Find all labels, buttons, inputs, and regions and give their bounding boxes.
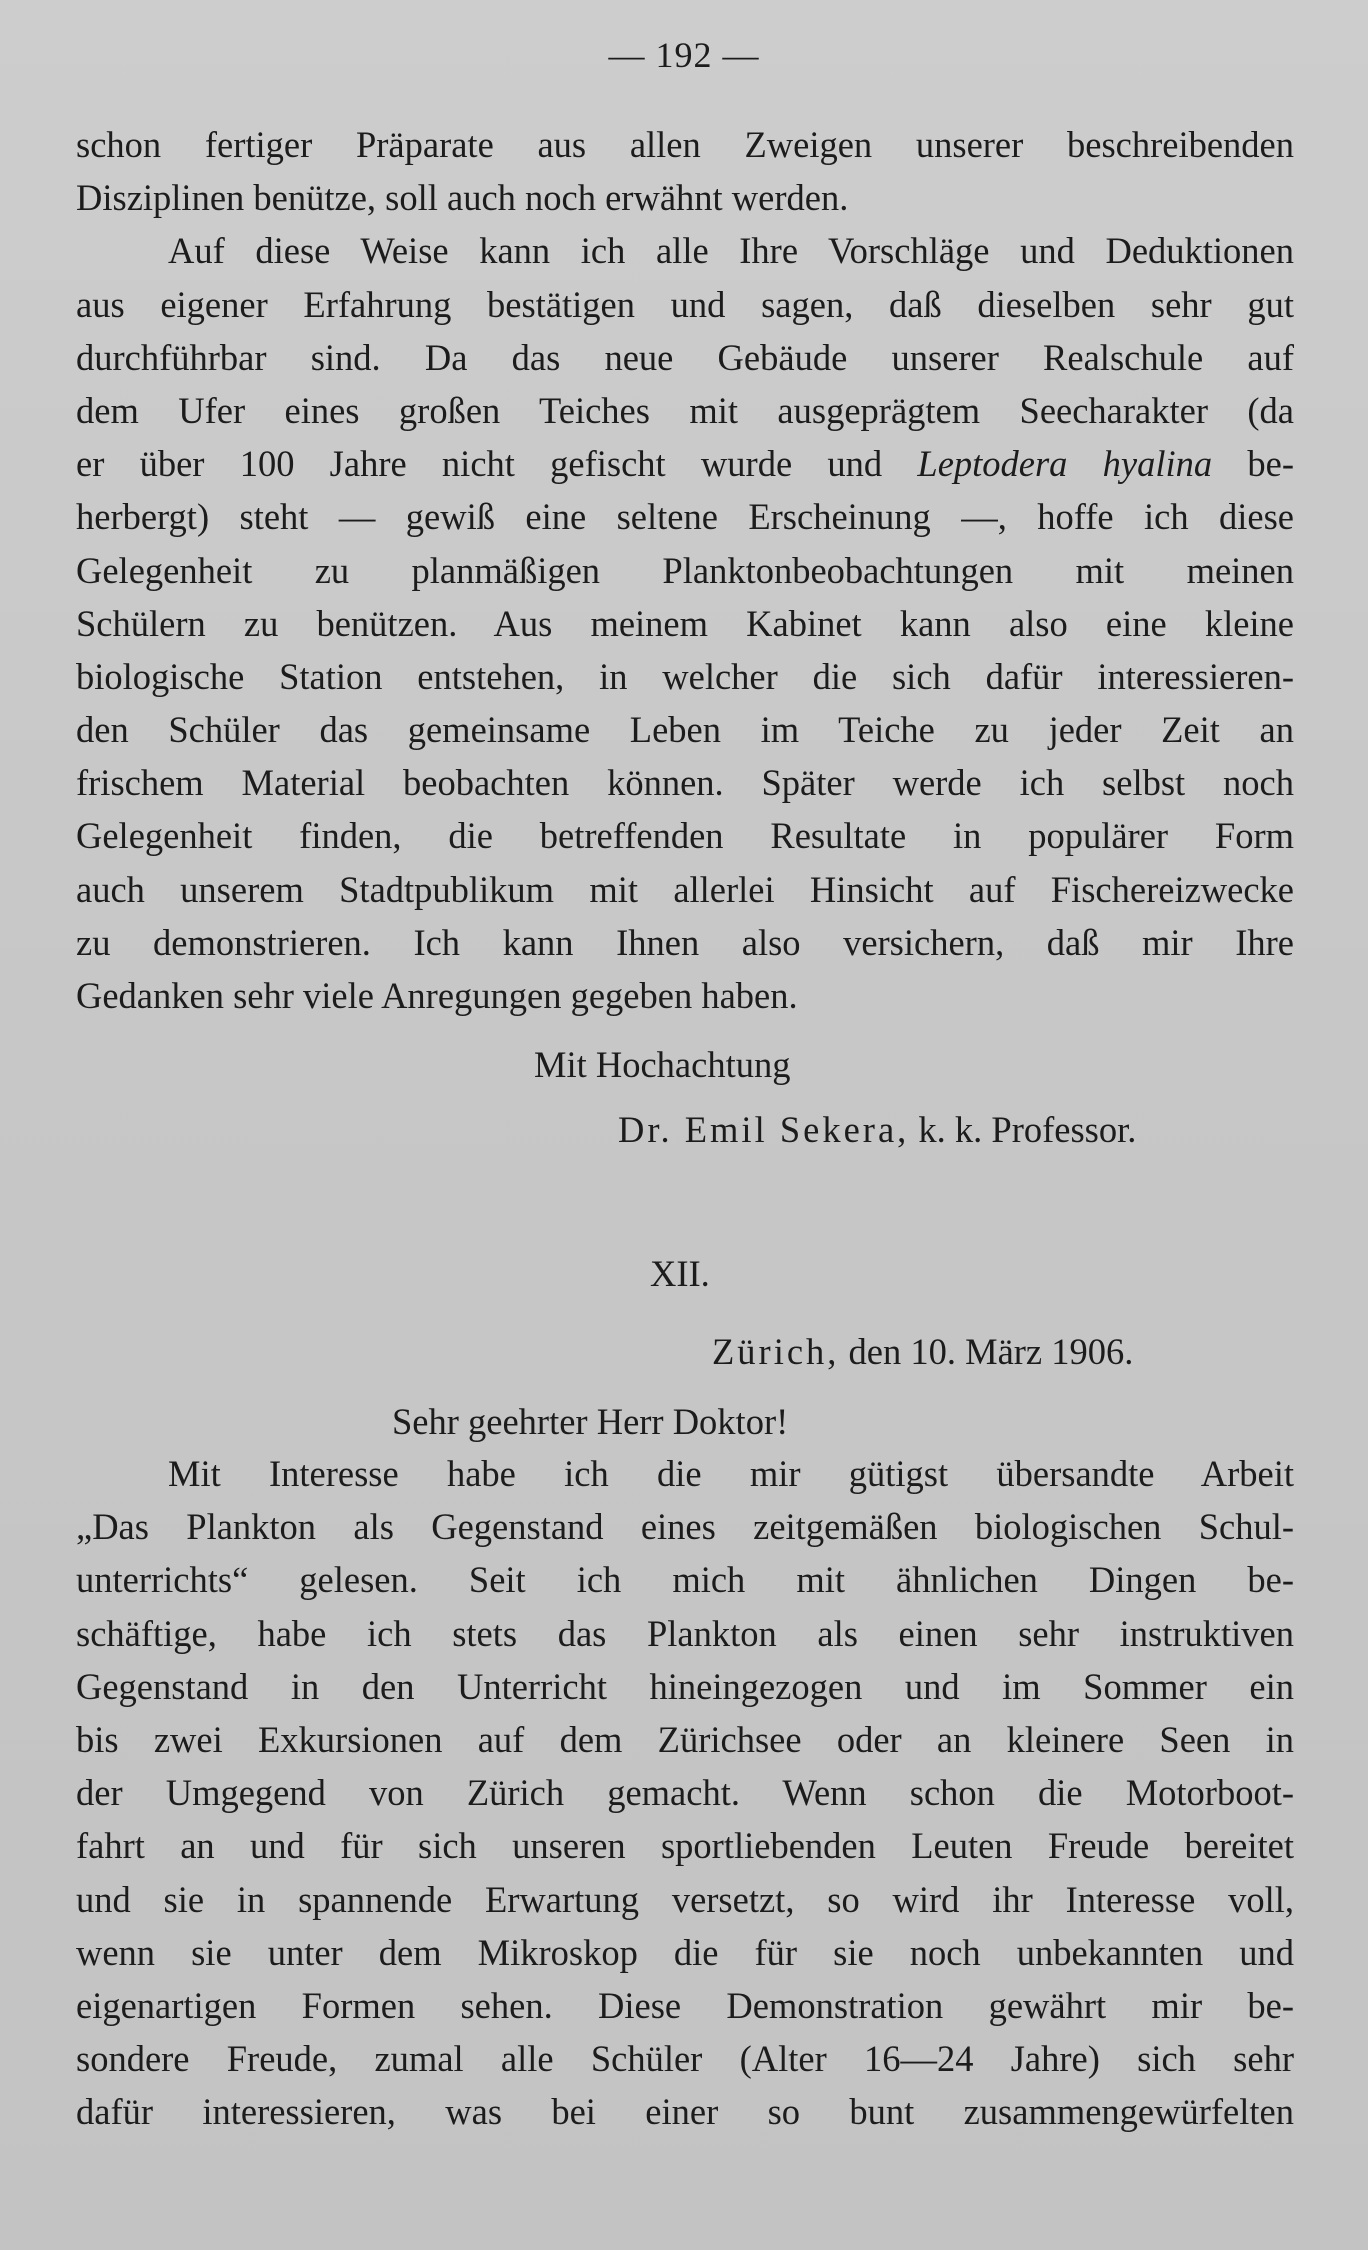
signature-title: k. k. Professor. <box>918 1109 1137 1150</box>
closing-greeting: Mit Hochachtung <box>534 1044 791 1085</box>
text-line: bis zwei Exkursionen auf dem Zürichsee oder an kleinere Seen in <box>76 1718 1294 1760</box>
text-line: biologische Station entstehen, in welcher die sich dafür interessieren- <box>76 655 1294 697</box>
salutation: Sehr geehrter Herr Doktor! <box>392 1401 789 1442</box>
text-line: und sie in spannende Erwartung versetzt, so wird ihr Interesse voll, <box>76 1878 1294 1920</box>
text-line: dem Ufer eines großen Teiches mit ausgeprägtem Seecharakter (da <box>76 389 1294 431</box>
text-line <box>76 437 1294 490</box>
text-line: schäftige, habe ich stets das Plankton als einen sehr instruktiven <box>76 1612 1294 1654</box>
section-number: XII. <box>650 1253 710 1294</box>
dateline <box>712 1330 1133 1373</box>
text-line: durchführbar sind. Da das neue Gebäude unserer Realschule auf <box>76 336 1294 378</box>
text-line: sondere Freude, zumal alle Schüler (Alter 16—24 Jahre) sich sehr <box>76 2038 1294 2080</box>
species-name: Leptodera hyalina <box>917 443 1213 485</box>
text-line: den Schüler das gemeinsame Leben im Teiche zu jeder Zeit an <box>76 709 1294 751</box>
text-line: Mit Interesse habe ich die mir gütigst übersandte Arbeit <box>168 1453 1294 1494</box>
text-line: „Das Plankton als Gegenstand eines zeitgemäßen biologischen Schul- <box>76 1506 1294 1548</box>
signature-name: Dr. Emil Sekera, <box>618 1109 910 1150</box>
text-line: dafür interessieren, was bei einer so bunt zusammengewürfelten <box>76 2091 1294 2133</box>
text-line: der Umgegend von Zürich gemacht. Wenn schon die Motorboot- <box>76 1772 1294 1814</box>
text-line: eigenartigen Formen sehen. Diese Demonstration gewährt mir be- <box>76 1984 1294 2026</box>
text-line: Auf diese Weise kann ich alle Ihre Vorschläge und Deduktionen <box>168 230 1294 272</box>
text-line: aus eigener Erfahrung bestätigen und sagen, daß dieselben sehr gut <box>76 283 1294 325</box>
text-line: Gelegenheit zu planmäßigen Planktonbeobachtungen mit meinen <box>76 549 1294 591</box>
text-line: Gelegenheit finden, die betreffenden Resultate in populärer Form <box>76 815 1294 857</box>
text-line: fahrt an und für sich unseren sportliebenden Leuten Freude bereitet <box>76 1825 1294 1867</box>
text-line: frischem Material beobachten können. Später werde ich selbst noch <box>76 762 1294 804</box>
letter-begin-paragraphs <box>76 1447 1294 2138</box>
page-number: — 192 — <box>608 35 760 75</box>
dateline-date: den 10. März 1906. <box>848 1331 1134 1372</box>
text-line-start: er über 100 Jahre nicht gefischt wurde und <box>76 443 883 485</box>
text-line: unterrichts“ gelesen. Seit ich mich mit ähnlichen Dingen be- <box>76 1559 1294 1601</box>
text-line: wenn sie unter dem Mikroskop die für sie noch unbekannten und <box>76 1931 1294 1973</box>
hyphenated-tail: be- <box>1247 443 1294 485</box>
text-line: Disziplinen benütze, soll auch noch erwähnt werden. <box>76 177 849 219</box>
text-line: auch unserem Stadtpublikum mit allerlei Hinsicht auf Fischereizwecke <box>76 868 1294 910</box>
text-line: schon fertiger Präparate aus allen Zweigen unserer beschreibenden <box>76 124 1294 165</box>
text-line: Gegenstand in den Unterricht hineingezogen und im Sommer ein <box>76 1665 1294 1707</box>
text-line: Schülern zu benützen. Aus meinem Kabinet kann also eine kleine <box>76 602 1294 644</box>
signature <box>618 1108 1136 1151</box>
letter-end-paragraphs <box>76 118 1294 1022</box>
text-line: Gedanken sehr viele Anregungen gegeben haben. <box>76 975 798 1016</box>
text-line: zu demonstrieren. Ich kann Ihnen also versichern, daß mir Ihre <box>76 921 1294 963</box>
text-line: herbergt) steht — gewiß eine seltene Erscheinung —, hoffe ich diese <box>76 496 1294 538</box>
dateline-place: Zürich, <box>712 1331 840 1372</box>
